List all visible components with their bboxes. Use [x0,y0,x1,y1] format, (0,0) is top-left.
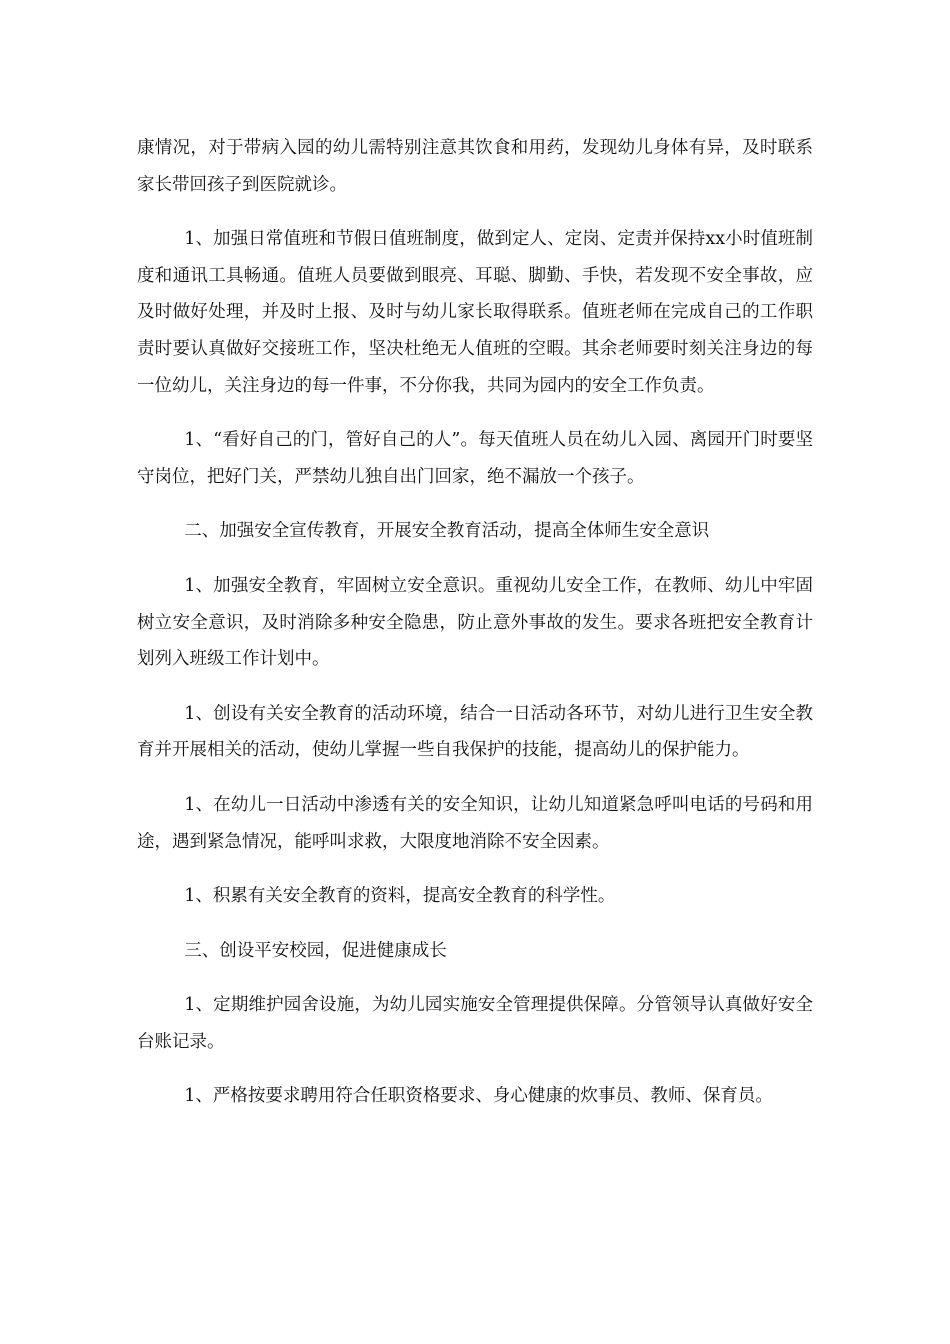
paragraph-education-materials: 1、积累有关安全教育的资料，提高安全教育的科学性。 [184,886,616,907]
document-body [137,130,813,1133]
paragraph-activity-environment: 1、创设有关安全教育的活动环境，结合一日活动各环节，对幼儿进行卫生安全教育并开展相关的活动，使幼儿掌握一些自我保护的技能，提高幼儿的保护能力。 [137,703,813,761]
paragraph-safety-awareness: 1、加强安全教育，牢固树立安全意识。重视幼儿安全工作，在教师、幼儿中牢固树立安全意识，及时消除多种安全隐患，防止意外事故的发生。要求各班把安全教育计划列入班级工作计划中。 [137,575,813,670]
paragraph-duty-system: 1、加强日常值班和节假日值班制度，做到定人、定岗、定责并保持xx小时值班制度和通讯工具畅通。值班人员要做到眼亮、耳聪、脚勤、手快，若发现不安全事故，应及时做好处理，并及时上报、及时与幼儿家长取得联系。值班老师在完成自己的工作职责时要认真做好交接班工作，坚决杜绝无人值班的空暇。其余老师要时刻关注身边的每一位幼儿，关注身边的每一件事，不分你我，共同为园内的安全工作负责。 [137,229,813,396]
paragraph-staff-hiring: 1、严格按要求聘用符合任职资格要求、身心健康的炊事员、教师、保育员。 [184,1086,773,1107]
section-heading-safe-campus: 三、创设平安校园，促进健康成长 [184,940,447,961]
paragraph-facility-maintenance: 1、定期维护园舍设施，为幼儿园实施安全管理提供保障。分管领导认真做好安全台账记录。 [137,995,813,1052]
paragraph-emergency-knowledge: 1、在幼儿一日活动中渗透有关的安全知识，让幼儿知道紧急呼叫电话的号码和用途，遇到紧急情况，能呼叫求救，大限度地消除不安全因素。 [137,794,813,852]
paragraph-health-continuation: 康情况，对于带病入园的幼儿需特别注意其饮食和用药，发现幼儿身体有异，及时联系家长带回孩子到医院就诊。 [137,138,813,195]
paragraph-guard-gate: 1、“看好自己的门，管好自己的人”。每天值班人员在幼儿入园、离园开门时要坚守岗位，把好门关，严禁幼儿独自出门回家，绝不漏放一个孩子。 [137,430,813,487]
section-heading-safety-education: 二、加强安全宣传教育，开展安全教育活动，提高全体师生安全意识 [184,521,710,542]
